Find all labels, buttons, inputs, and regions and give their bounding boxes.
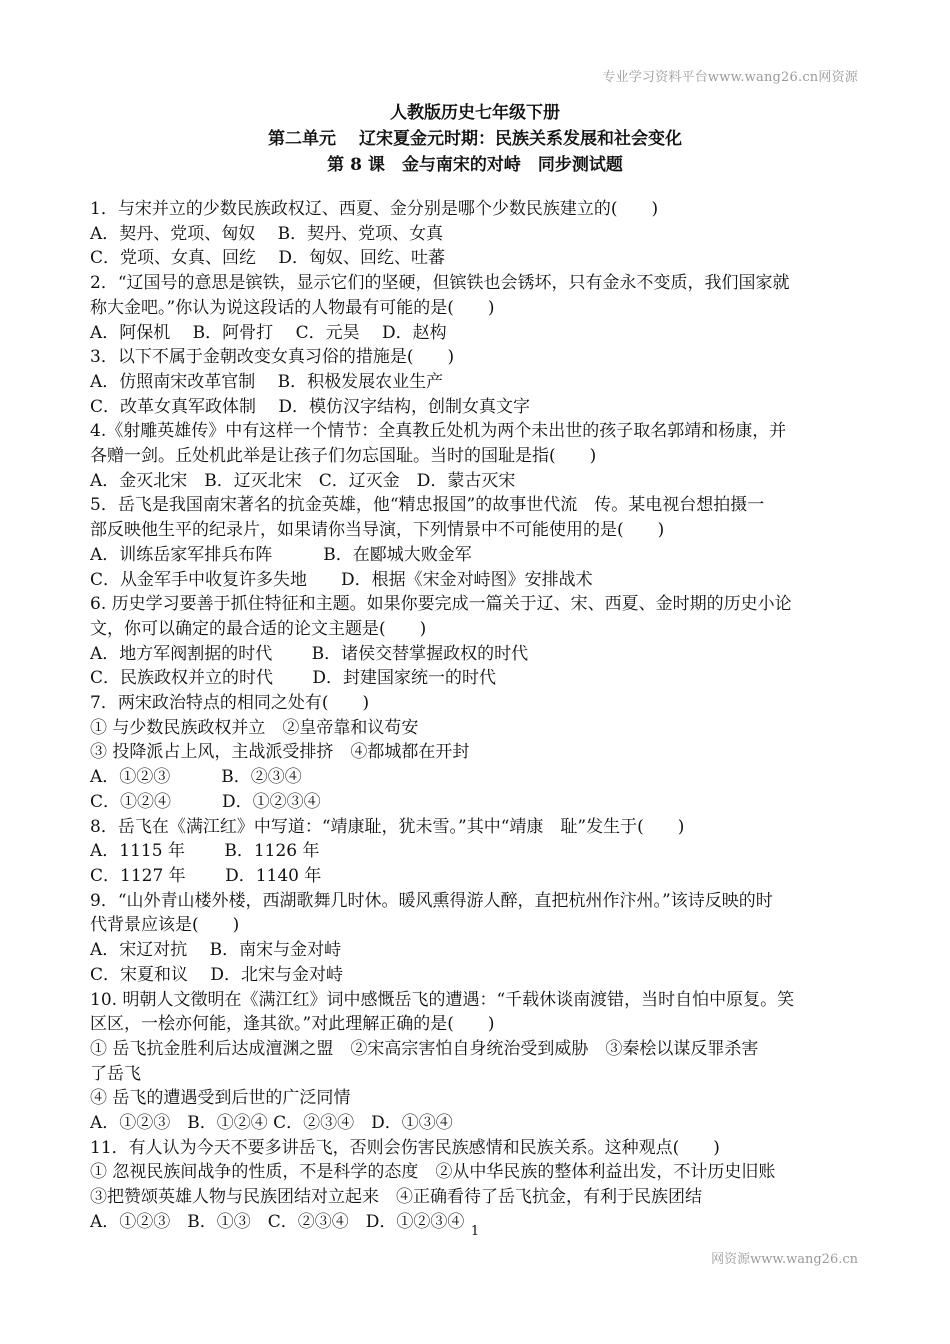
question-line: A．地方军阀割据的时代 B．诸侯交替掌握政权的时代 <box>90 643 529 664</box>
question-line: 2．“辽国号的意思是镔铁，显示它们的坚硬，但镔铁也会锈坏，只有金永不变质，我们国家就 <box>90 273 790 294</box>
question-line: A．训练岳家军排兵布阵 B．在郾城大败金军 <box>90 544 472 565</box>
question-line: 各赠一剑。丘处机此举是让孩子们勿忘国耻。当时的国耻是指( ) <box>90 446 597 467</box>
question-line: 了岳飞 <box>90 1063 141 1084</box>
question-line: A．仿照南宋改革官制 B．积极发展农业生产 <box>90 371 444 392</box>
question-line: ① 忽视民族间战争的性质，不是科学的态度 ②从中华民族的整体利益出发，不计历史旧账 <box>90 1162 776 1183</box>
question-line: 4.《射雕英雄传》中有这样一个情节：全真教丘处机为两个未出世的孩子取名郭靖和杨康，并 <box>90 421 787 442</box>
question-line: 6. 历史学习要善于抓住特征和主题。如果你要完成一篇关于辽、宋、西夏、金时期的历史小论 <box>90 594 792 615</box>
question-line: A．契丹、党项、匈奴 B．契丹、党项、女真 <box>90 223 444 244</box>
footer-watermark: 网资源www.wang26.cn <box>711 1252 858 1267</box>
question-line: C．改革女真军政体制 D．模仿汉字结构，创制女真文字 <box>90 396 531 417</box>
question-line: 7．两宋政治特点的相同之处有( ) <box>90 693 370 714</box>
question-line: C．民族政权并立的时代 D．封建国家统一的时代 <box>90 668 497 689</box>
question-line: A．金灭北宋 B．辽灭北宋 C．辽灭金 D．蒙古灭宋 <box>90 470 516 491</box>
question-line: 区区，一桧亦何能，逢其欲。”对此理解正确的是( ) <box>90 1014 495 1035</box>
question-line: C．1127 年 D．1140 年 <box>90 865 322 886</box>
question-line: 11．有人认为今天不要多讲岳飞，否则会伤害民族感情和民族关系。这种观点( ) <box>90 1137 720 1158</box>
question-line: 1．与宋并立的少数民族政权辽、西夏、金分别是哪个少数民族建立的( ) <box>90 199 659 219</box>
question-line: A．阿保机 B．阿骨打 C．元昊 D．赵构 <box>90 322 447 343</box>
question-line: ③ 投降派占上风，主战派受排挤 ④都城都在开封 <box>90 742 470 763</box>
question-line: 10. 明朝人文徵明在《满江红》词中感慨岳飞的遭遇：“千载休谈南渡错，当时自怕中原复。笑 <box>90 989 795 1010</box>
page-number: 1 <box>470 1224 480 1239</box>
question-line: 9．“山外青山楼外楼，西湖歌舞几时休。暖风熏得游人醉，直把杭州作汴州。”该诗反映的时 <box>90 890 773 911</box>
document-title-block <box>0 100 950 178</box>
question-line: 称大金吧。”你认为说这段话的人物最有可能的是( ) <box>90 297 495 318</box>
lesson-title: 第 8 课 金与南宋的对峙 同步测试题 <box>327 155 623 175</box>
question-line: 5．岳飞是我国南宋著名的抗金英雄，他“精忠报国”的故事世代流 传。某电视台想拍摄一 <box>90 495 765 516</box>
question-line: A．①②③ B．①③ C．②③④ D．①②③④ <box>90 1211 465 1232</box>
question-line: A．①②③ B．②③④ <box>90 767 302 788</box>
question-line: 代背景应该是( ) <box>90 915 240 936</box>
question-line: 文，你可以确定的最合适的论文主题是( ) <box>90 618 427 639</box>
question-line: A．①②③ B．①②④ C．②③④ D．①③④ <box>90 1113 453 1134</box>
question-line: ③把赞颂英雄人物与民族团结对立起来 ④正确看待了岳飞抗金，有利于民族团结 <box>90 1187 702 1208</box>
question-line: ① 与少数民族政权并立 ②皇帝靠和议苟安 <box>90 717 419 738</box>
question-line: ① 岳飞抗金胜利后达成澶渊之盟 ②宋高宗害怕自身统治受到威胁 ③秦桧以谋反罪杀害 <box>90 1038 759 1059</box>
question-list <box>90 197 862 1235</box>
question-line: A．1115 年 B．1126 年 <box>90 841 320 862</box>
question-line: 8．岳飞在《满江红》中写道：“靖康耻，犹未雪。”其中“靖康 耻”发生于( ) <box>90 816 685 837</box>
unit-title: 第二单元 辽宋夏金元时期：民族关系发展和社会变化 <box>268 129 682 149</box>
question-line: C．①②④ D．①②③④ <box>90 791 321 812</box>
question-line: C．党项、女真、回纥 D．匈奴、回纥、吐蕃 <box>90 248 446 269</box>
question-line: A．宋辽对抗 B．南宋与金对峙 <box>90 940 342 961</box>
book-title: 人教版历史七年级下册 <box>390 103 560 123</box>
question-line: 部反映他生平的纪录片，如果请你当导演，下列情景中不可能使用的是( ) <box>90 520 665 541</box>
question-line: C．宋夏和议 D．北宋与金对峙 <box>90 964 344 985</box>
question-line: ④ 岳飞的遭遇受到后世的广泛同情 <box>90 1088 351 1109</box>
question-line: 3．以下不属于金朝改变女真习俗的措施是( ) <box>90 347 455 368</box>
question-line: C．从金军手中收复许多失地 D．根据《宋金对峙图》安排战术 <box>90 569 593 590</box>
header-watermark: 专业学习资料平台www.wang26.cn网资源 <box>602 70 858 85</box>
